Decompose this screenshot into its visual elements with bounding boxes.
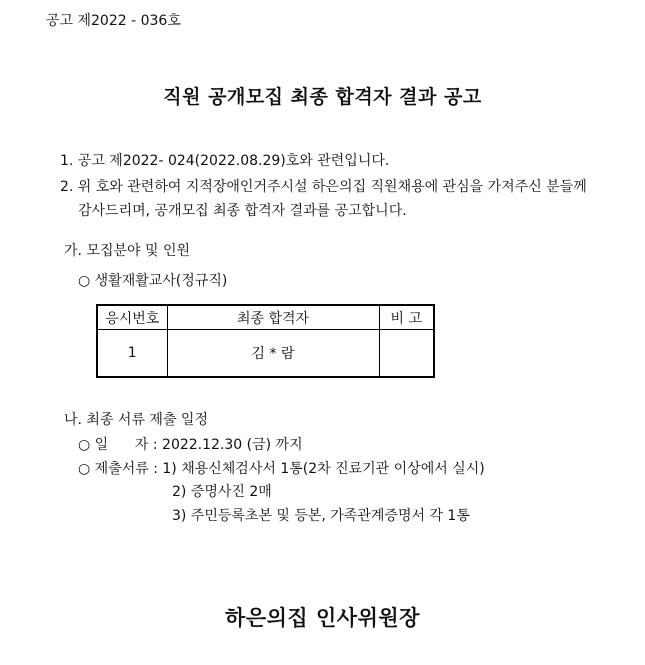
- notice-number: 공고 제2022 - 036호: [46, 13, 181, 29]
- table-row: [97, 330, 434, 378]
- document-item-3: 3) 주민등록초본 및 등본, 가족관계증명서 각 1통: [172, 508, 470, 524]
- submission-date-line: [78, 436, 303, 454]
- date-value: 2022.12.30 (금) 까지: [162, 437, 303, 453]
- document-item-2: 2) 증명사진 2매: [172, 484, 272, 500]
- header-final-passer: 최종 합격자: [167, 305, 379, 330]
- table-header-row: [97, 305, 434, 330]
- header-exam-number: 응시번호: [97, 305, 167, 330]
- section-b-heading: 나. 최종 서류 제출 일정: [64, 412, 208, 428]
- cell-final-passer: 김 * 람: [167, 330, 379, 378]
- signature: 하은의집 인사위원장: [225, 606, 420, 630]
- result-table: [96, 304, 435, 378]
- documents-label: ○ 제출서류 :: [78, 461, 158, 477]
- header-remarks: 비 고: [379, 305, 434, 330]
- cell-remarks: [379, 330, 434, 378]
- cell-exam-number: 1: [97, 330, 167, 378]
- date-label: ○ 일 자 :: [78, 437, 158, 453]
- paragraph-2: 2. 위 호와 관련하여 지적장애인거주시설 하은의집 직원채용에 관심을 가져주신 분들께: [60, 179, 587, 195]
- paragraph-1: 1. 공고 제2022- 024(2022.08.29)호와 관련입니다.: [60, 153, 390, 169]
- document-item-1: 1) 채용신체검사서 1통(2차 진료기관 이상에서 실시): [162, 461, 485, 477]
- documents-line: [78, 460, 485, 478]
- section-a-heading: 가. 모집분야 및 인원: [64, 243, 190, 259]
- section-a-sub-item: ○ 생활재활교사(정규직): [78, 273, 228, 289]
- document-title: 직원 공개모집 최종 합격자 결과 공고: [163, 86, 482, 108]
- paragraph-2-continuation: 감사드리며, 공개모집 최종 합격자 결과를 공고합니다.: [78, 203, 407, 219]
